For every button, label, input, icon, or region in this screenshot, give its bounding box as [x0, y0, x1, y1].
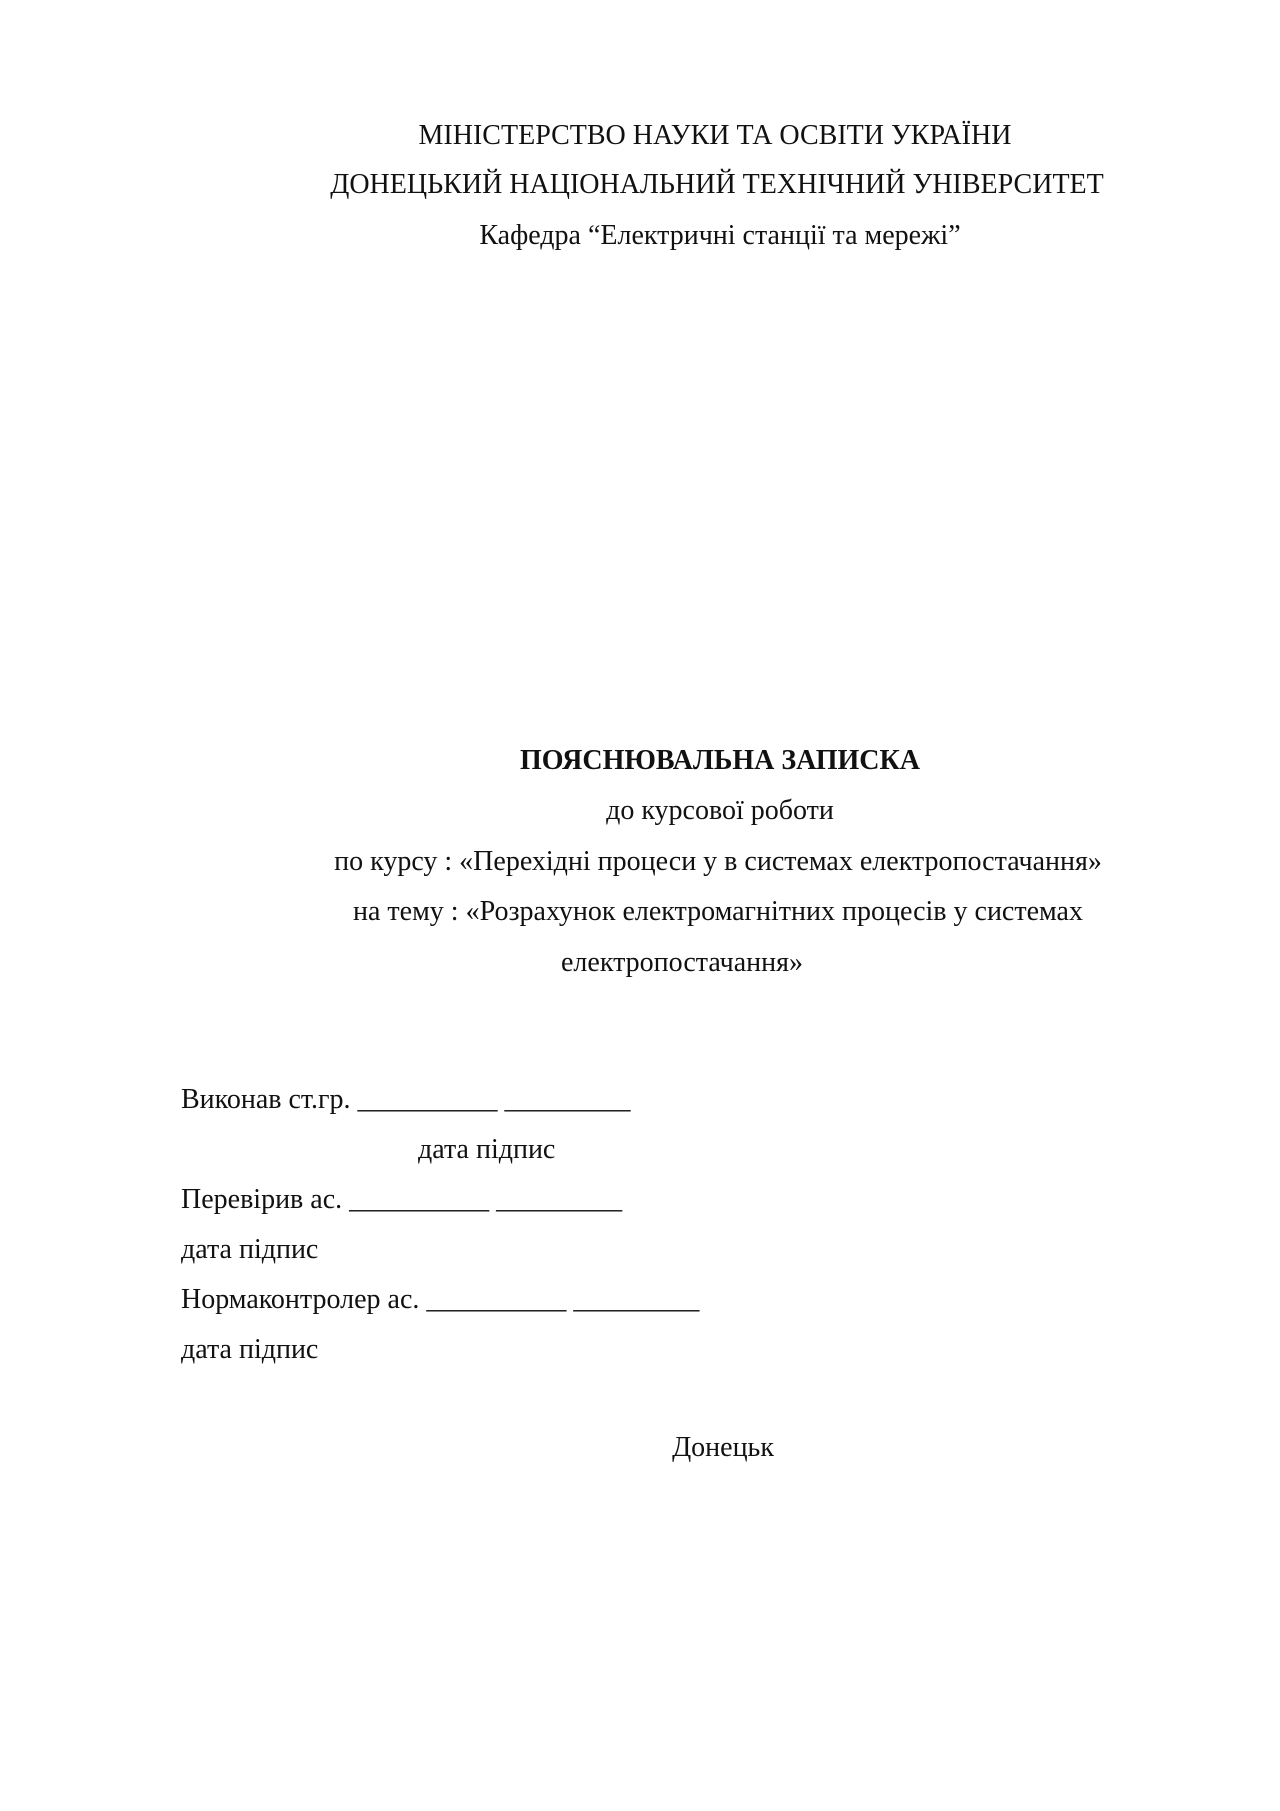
norm-control-caption: дата підпис	[181, 1334, 319, 1365]
performed-by-caption: дата підпис	[418, 1134, 556, 1165]
document-title: ПОЯСНЮВАЛЬНА ЗАПИСКА	[519, 745, 921, 776]
performed-by-line: Виконав ст.гр. __________ _________	[181, 1084, 631, 1115]
topic-line-2: електропостачання»	[561, 947, 803, 978]
checked-by-line: Перевірив ас. __________ _________	[181, 1184, 623, 1215]
ministry-line: МІНІСТЕРСТВО НАУКИ ТА ОСВІТИ УКРАЇНИ	[418, 120, 1012, 151]
course-line: по курсу : «Перехідні процеси у в системах електропостачання»	[334, 846, 1102, 877]
checked-by-caption: дата підпис	[181, 1234, 319, 1265]
university-line: ДОНЕЦЬКИЙ НАЦІОНАЛЬНИЙ ТЕХНІЧНИЙ УНІВЕРСИТЕТ	[330, 169, 1104, 200]
topic-line-1: на тему : «Розрахунок електромагнітних процесів у системах	[353, 896, 1083, 927]
norm-control-line: Нормаконтролер ас. __________ _________	[181, 1284, 700, 1315]
city-line: Донецьк	[672, 1432, 774, 1463]
department-line: Кафедра “Електричні станції та мережі”	[479, 220, 961, 251]
document-subtitle: до курсової роботи	[606, 795, 834, 826]
